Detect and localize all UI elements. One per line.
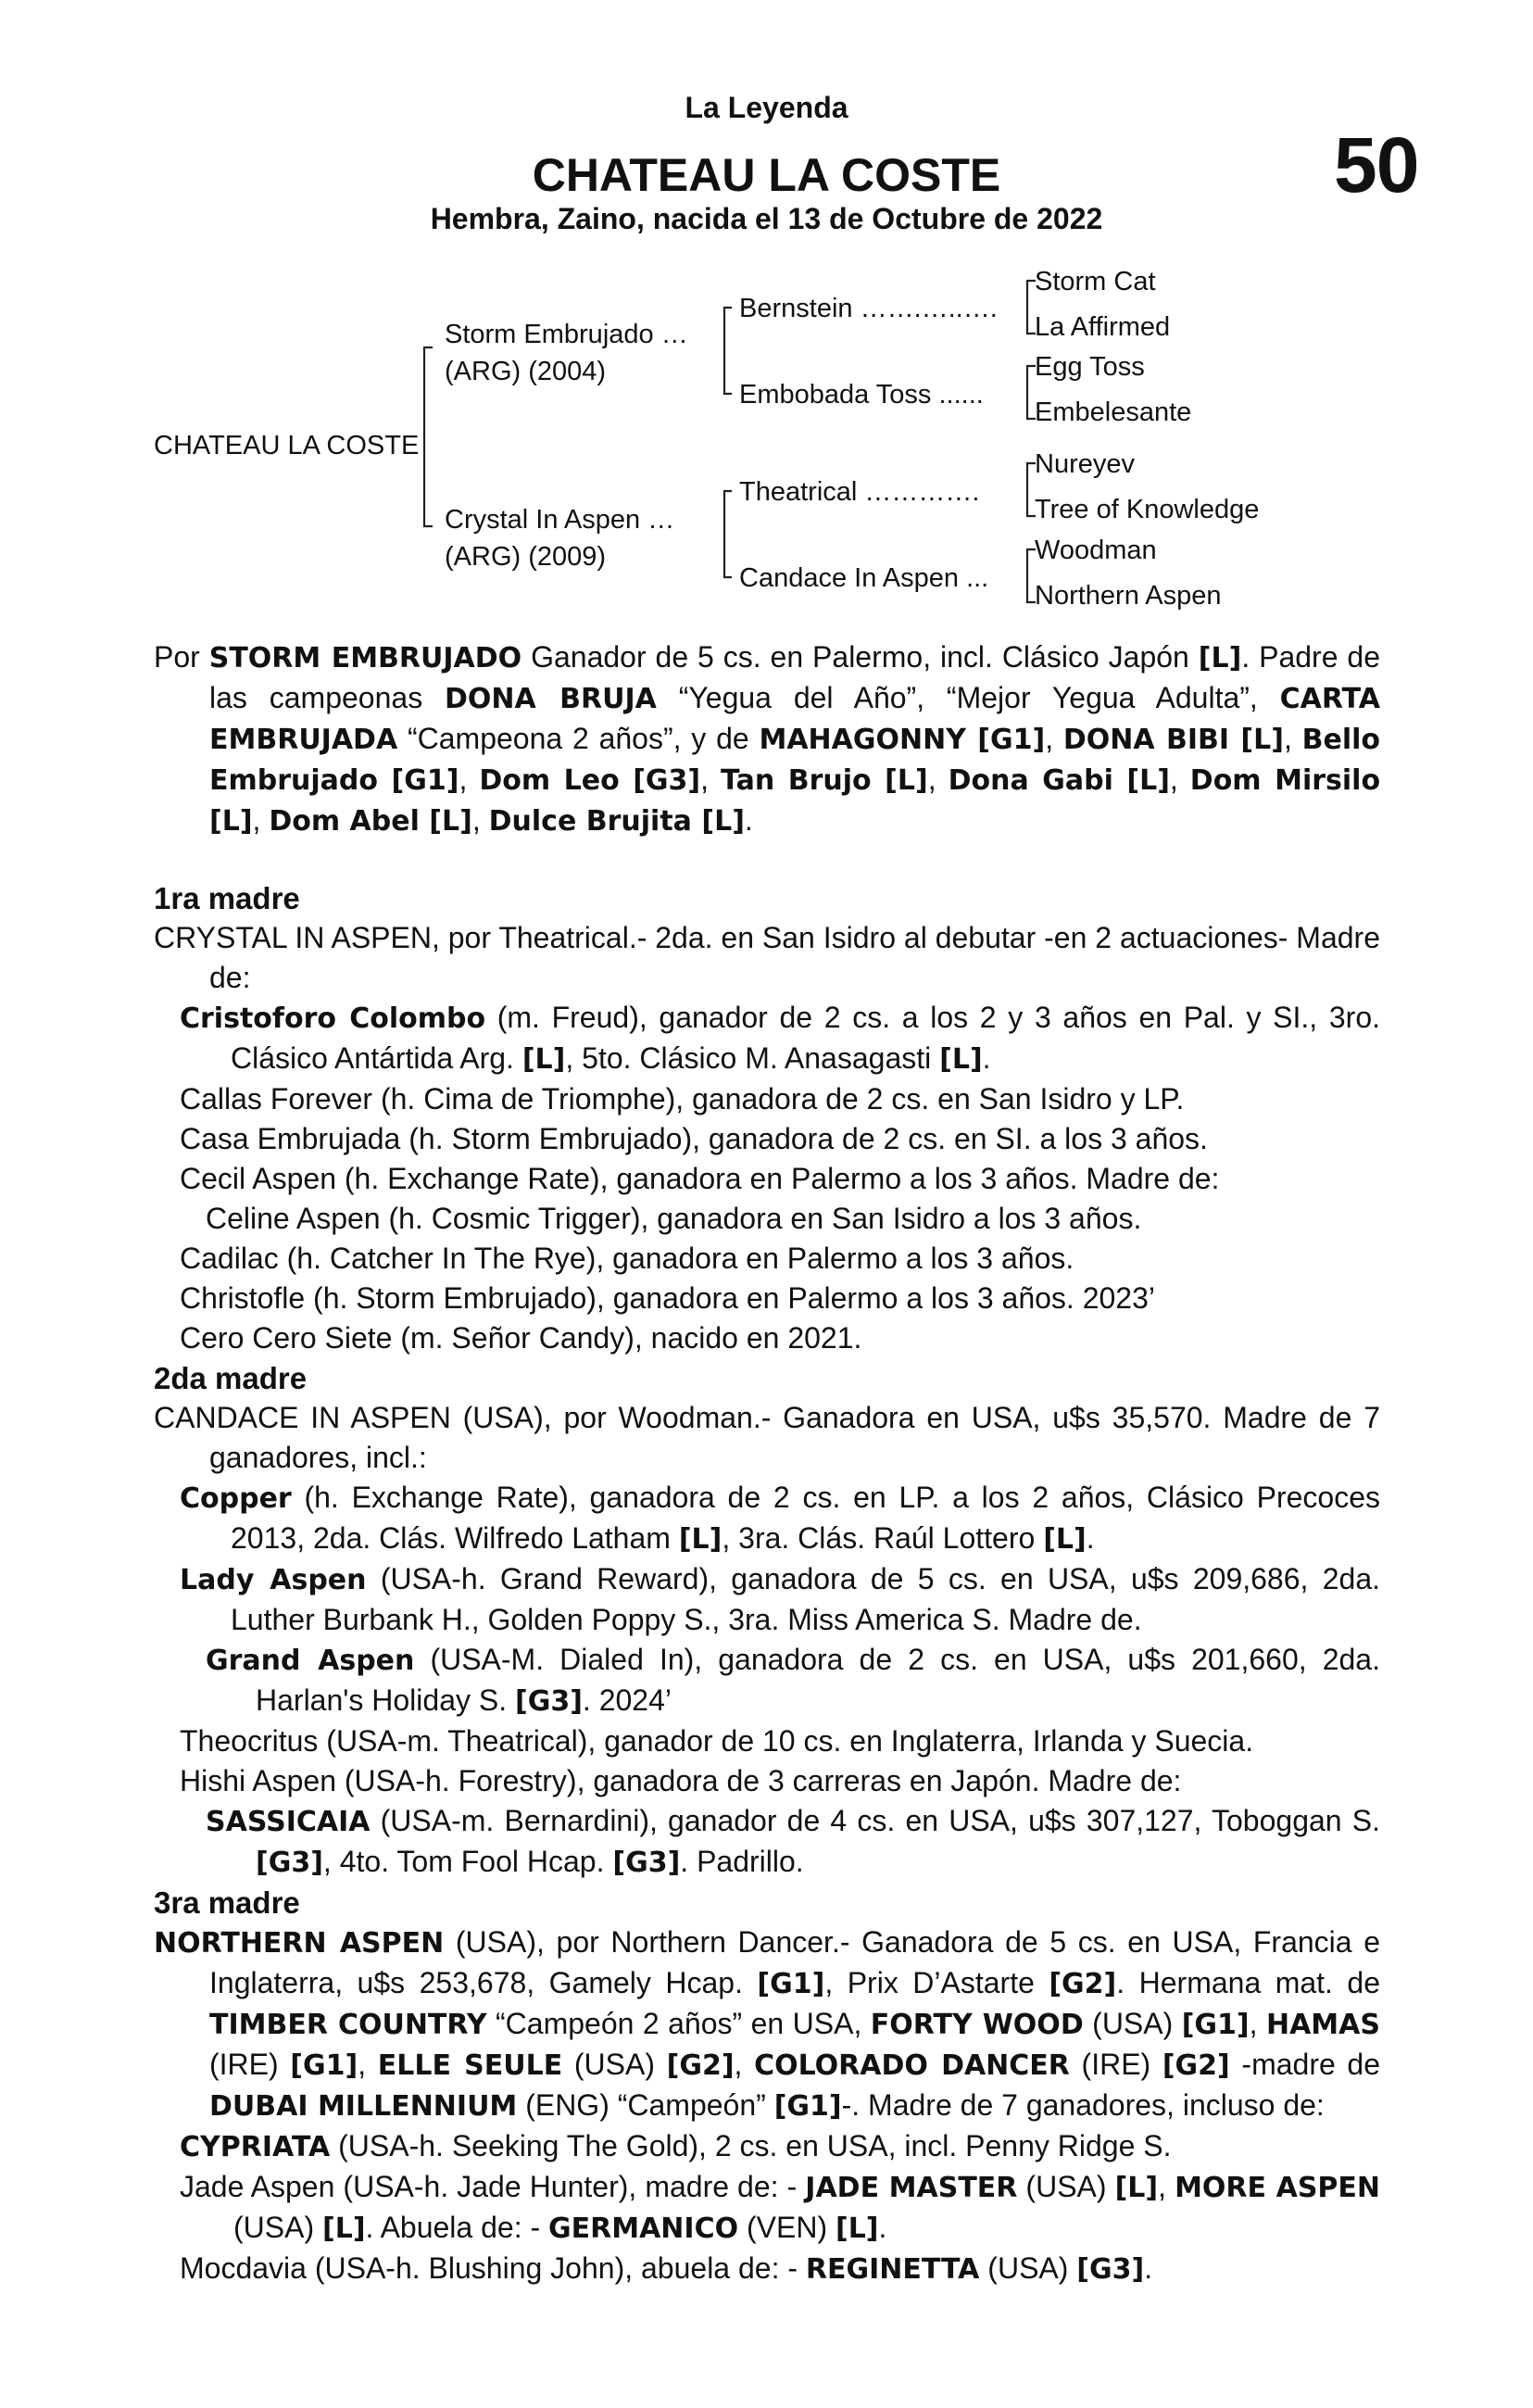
bracket-gen1 bbox=[424, 347, 433, 526]
produce-sassicaia: SASSICAIA (USA-m. Bernardini), ganador de 4 cs. en USA, u$s 307,127, Toboggan S. [G3], 4to. Tom Fool Hcap. [G3]. Padrillo. bbox=[206, 1804, 1380, 1879]
produce-hishi: Hishi Aspen (USA-h. Forestry), ganadora de 3 carreras en Japón. Madre de: bbox=[180, 1764, 1182, 1797]
catalog-text bbox=[154, 637, 1380, 2289]
pedigree-ggp-3: Egg Toss bbox=[1035, 352, 1145, 382]
lot-number: 50 bbox=[1334, 121, 1419, 208]
produce-copper: Copper (h. Exchange Rate), ganadora de 2 cs. en LP. a los 2 años, Clásico Precoces 2013, 2da. Clás. Wilfredo Latham [L], 3ra. Clás. Raúl Lottero [L]. bbox=[180, 1481, 1380, 1556]
pedigree-ggp-2: La Affirmed bbox=[1035, 312, 1171, 342]
pedigree-dam: Crystal In Aspen … bbox=[445, 505, 675, 535]
produce-cero: Cero Cero Siete (m. Señor Candy), nacido en 2021. bbox=[180, 1321, 862, 1355]
produce-lady-aspen: Lady Aspen (USA-h. Grand Reward), ganadora de 5 cs. en USA, u$s 209,686, 2da. Luther Burbank H., Golden Poppy S., 3ra. Miss America S. Madre de. bbox=[180, 1562, 1381, 1636]
pedigree-granddam-paternal: Embobada Toss ...... bbox=[739, 380, 984, 410]
produce-casa: Casa Embrujada (h. Storm Embrujado), ganadora de 2 cs. en SI. a los 3 años. bbox=[180, 1122, 1208, 1155]
bracket-sire-side bbox=[724, 308, 732, 394]
pedigree-grandsire-maternal: Theatrical …………. bbox=[739, 477, 980, 507]
pedigree-sire: Storm Embrujado … bbox=[445, 320, 688, 349]
second-dam-heading: 2da madre bbox=[154, 1361, 308, 1395]
produce-celine: Celine Aspen (h. Cosmic Trigger), ganadora en San Isidro a los 3 años. bbox=[206, 1202, 1142, 1235]
produce-grand-aspen: Grand Aspen (USA-M. Dialed In), ganadora de 2 cs. en USA, u$s 201,660, 2da. Harlan's Holiday S. [G3]. 2024’ bbox=[206, 1643, 1380, 1718]
pedigree-ggp-8: Northern Aspen bbox=[1035, 581, 1222, 611]
produce-christofle: Christofle (h. Storm Embrujado), ganadora en Palermo a los 3 años. 2023’ bbox=[180, 1281, 1155, 1315]
pedigree-subject: CHATEAU LA COSTE bbox=[154, 431, 420, 460]
produce-jade-aspen: Jade Aspen (USA-h. Jade Hunter), madre de: - JADE MASTER (USA) [L], MORE ASPEN (USA) [L]. Abuela de: - GERMANICO (VEN) [L]. bbox=[180, 2170, 1381, 2245]
horse-name: CHATEAU LA COSTE bbox=[532, 149, 1001, 201]
pedigree-chart bbox=[0, 264, 1533, 625]
third-dam-heading: 3ra madre bbox=[154, 1885, 300, 1920]
produce-cecil: Cecil Aspen (h. Exchange Rate), ganadora en Palermo a los 3 años. Madre de: bbox=[180, 1162, 1220, 1195]
pedigree-ggp-1: Storm Cat bbox=[1035, 267, 1156, 296]
produce-cypriata: CYPRIATA (USA-h. Seeking The Gold), 2 cs. en USA, incl. Penny Ridge S. bbox=[180, 2129, 1172, 2163]
pedigree-sire-info: (ARG) (2004) bbox=[445, 357, 607, 386]
bracket-dam-side bbox=[724, 491, 732, 577]
sire-summary: Por STORM EMBRUJADO Ganador de 5 cs. en Palermo, incl. Clásico Japón [L]. Padre de las campeonas DONA BRUJA “Yegua del Año”, “Mejor Yegua Adulta”, CARTA EMBRUJADA “Campeona 2 años”, y de MAHAGONNY [G1], DONA BIBI [L], Bello Embrujado [G1], Dom Leo [G3], Tan Brujo [L], Dona Gabi [L], Dom Mirsilo [L], Dom Abel [L], Dulce Brujita [L]. bbox=[154, 640, 1381, 838]
pedigree-ggp-6: Tree of Knowledge bbox=[1035, 495, 1260, 524]
second-dam-intro: CANDACE IN ASPEN (USA), por Woodman.- Ganadora en USA, u$s 35,570. Madre de 7 ganadores, incl.: bbox=[154, 1401, 1380, 1474]
first-dam-intro: CRYSTAL IN ASPEN, por Theatrical.- 2da. en San Isidro al debutar -en 2 actuaciones- Madre de: bbox=[154, 921, 1380, 994]
first-dam-heading: 1ra madre bbox=[154, 881, 300, 915]
pedigree-ggp-5: Nureyev bbox=[1035, 449, 1135, 479]
pedigree-ggp-7: Woodman bbox=[1035, 536, 1157, 565]
third-dam-intro: NORTHERN ASPEN (USA), por Northern Dancer.- Ganadora de 5 cs. en USA, Francia e Inglaterra, u$s 253,678, Gamely Hcap. [G1], Prix D’Astarte [G2]. Hermana mat. de TIMBER COUNTRY “Campeón 2 años” en USA, FORTY WOOD (USA) [G1], HAMAS (IRE) [G1], ELLE SEULE (USA) [G2], COLORADO DANCER (IRE) [G2] -madre de DUBAI MILLENNIUM (ENG) “Campeón” [G1]-. Madre de 7 ganadores, incluso de: bbox=[154, 1925, 1381, 2123]
produce-mocdavia: Mocdavia (USA-h. Blushing John), abuela de: - REGINETTA (USA) [G3]. bbox=[180, 2251, 1153, 2286]
pedigree-grandsire-paternal: Bernstein …….…..…. bbox=[739, 294, 998, 323]
consignor-name: La Leyenda bbox=[685, 91, 848, 124]
pedigree-ggp-4: Embelesante bbox=[1035, 397, 1192, 427]
produce-theocritus: Theocritus (USA-m. Theatrical), ganador de 10 cs. en Inglaterra, Irlanda y Suecia. bbox=[180, 1724, 1254, 1758]
pedigree-granddam-maternal: Candace In Aspen ... bbox=[739, 563, 989, 593]
horse-subtitle: Hembra, Zaino, nacida el 13 de Octubre de 2022 bbox=[430, 202, 1103, 235]
produce-cristoforo: Cristoforo Colombo (m. Freud), ganador de 2 cs. a los 2 y 3 años en Pal. y SI., 3ro. Clásico Antártida Arg. [L], 5to. Clásico M. Anasagasti [L]. bbox=[180, 1001, 1381, 1076]
produce-callas: Callas Forever (h. Cima de Triomphe), ganadora de 2 cs. en San Isidro y LP. bbox=[180, 1082, 1185, 1116]
produce-cadilac: Cadilac (h. Catcher In The Rye), ganadora en Palermo a los 3 años. bbox=[180, 1242, 1074, 1275]
pedigree-dam-info: (ARG) (2009) bbox=[445, 542, 607, 572]
